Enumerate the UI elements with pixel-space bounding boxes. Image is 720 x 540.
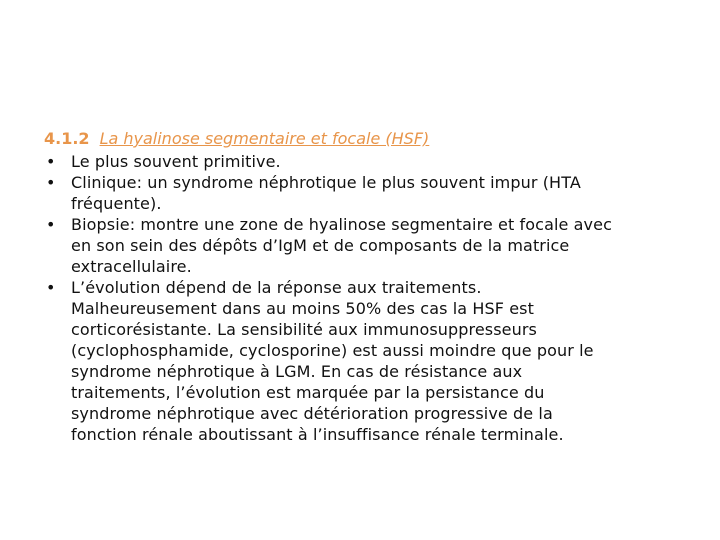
bullet-line: • L’évolution dépend de la réponse aux traitements. (71, 278, 482, 297)
bullet-line: • Le plus souvent primitive. (71, 152, 281, 171)
bullet-item (44, 172, 664, 214)
bullet-line: • Clinique: un syndrome néphrotique le plus souvent impur (HTA (71, 173, 581, 192)
bullet-line: fréquente). (71, 194, 162, 213)
bullet-line: extracellulaire. (71, 257, 192, 276)
bullet-item (44, 151, 664, 172)
section-title: La hyalinose segmentaire et focale (HSF) (99, 129, 430, 148)
bullet-line: syndrome néphrotique avec détérioration progressive de la (71, 404, 553, 423)
bullet-line: traitements, l’évolution est marquée par la persistance du (71, 383, 545, 402)
bullet-line: syndrome néphrotique à LGM. En cas de résistance aux (71, 362, 523, 381)
bullet-line: corticorésistante. La sensibilité aux immunosuppresseurs (71, 320, 537, 339)
bullet-item (44, 277, 664, 445)
section-number: 4.1.2 (44, 129, 90, 148)
bullet-line: (cyclophosphamide, cyclosporine) est aussi moindre que pour le (71, 341, 594, 360)
bullet-line: Malheureusement dans au moins 50% des cas la HSF est (71, 299, 534, 318)
bullet-line: en son sein des dépôts d’IgM et de composants de la matrice (71, 236, 570, 255)
bullet-list (44, 151, 664, 445)
bullet-item (44, 214, 664, 277)
bullet-line: fonction rénale aboutissant à l’insuffisance rénale terminale. (71, 425, 564, 444)
bullet-line: • Biopsie: montre une zone de hyalinose segmentaire et focale avec (71, 215, 612, 234)
section-heading (44, 128, 429, 149)
